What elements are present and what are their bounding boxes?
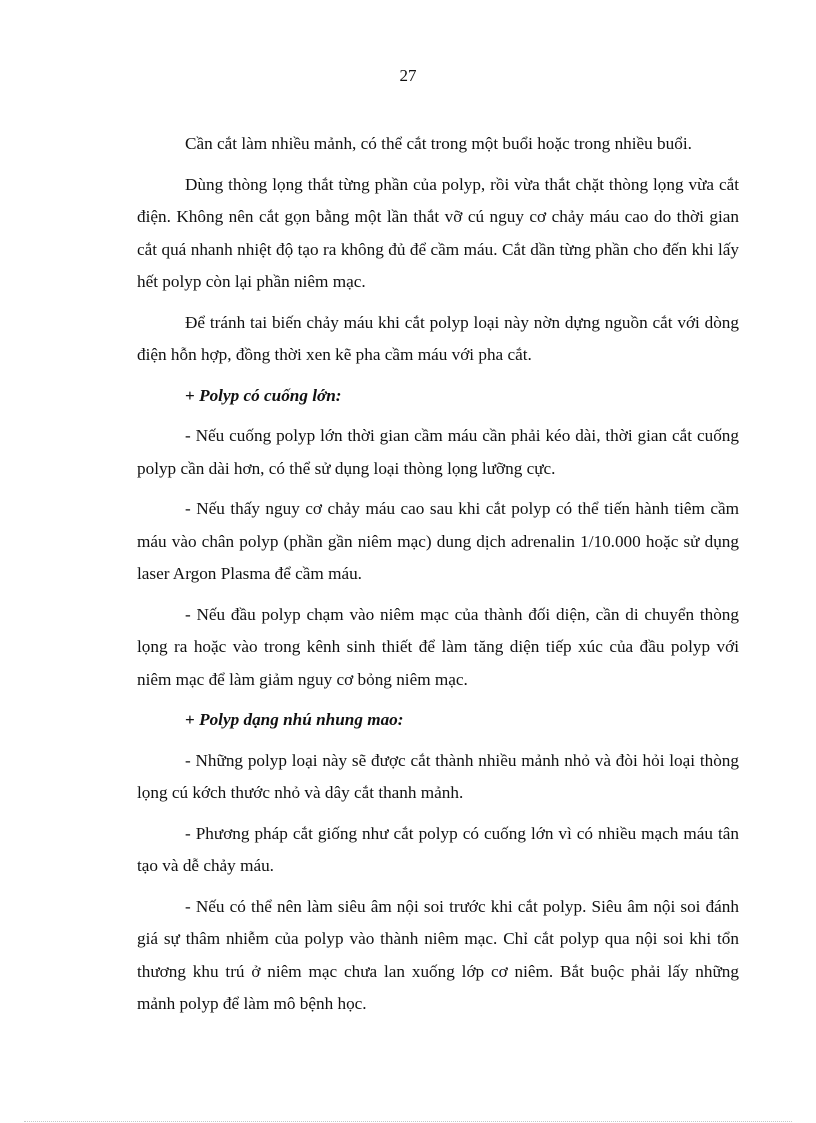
document-body	[137, 128, 739, 1029]
paragraph-method-like-large-stalk: - Phương pháp cắt giống như cắt polyp có cuống lớn vì có nhiều mạch máu tân tạo và dễ chảy máu.	[137, 823, 739, 875]
heading-villous-polyp	[137, 704, 739, 737]
paragraph-endoscopic-ultrasound: - Nếu có thể nên làm siêu âm nội soi trước khi cắt polyp. Siêu âm nội soi đánh giá sự thâm nhiễm của polyp vào thành niêm mạc. Chỉ cắt polyp qua nội soi khi tổn thương khu trú ở niêm mạc chưa lan xuống lớp cơ niêm. Bắt buộc phải lấy những mảnh polyp để làm mô bệnh học.	[137, 896, 739, 1013]
heading-prefix: +	[185, 710, 195, 729]
heading-prefix: +	[185, 385, 195, 405]
page-number: 27	[399, 66, 417, 85]
paragraph-multi-piece-cut: Cần cắt làm nhiều mảnh, có thể cắt trong một buổi hoặc trong nhiều buổi.	[185, 134, 692, 153]
paragraph-bleeding-prevention: Để tránh tai biến chảy máu khi cắt polyp loại này nờn dựng nguồn cắt với dòng điện hỗn hợp, đồng thời xen kẽ pha cầm máu với pha cắt.	[137, 312, 739, 364]
paragraph-snare-piecewise: Dùng thòng lọng thắt từng phần của polyp, rồi vừa thắt chặt thòng lọng vừa cắt điện. Không nên cắt gọn bằng một lần thắt vỡ cú nguy cơ chảy máu cao do thời gian cắt quá nhanh nhiệt độ tạo ra không đủ để cầm máu. Cắt dần từng phần cho đến khi lấy hết polyp còn lại phần niêm mạc.	[137, 174, 739, 291]
page-bottom-divider	[24, 1121, 792, 1122]
paragraph-opposite-wall-contact: - Nếu đầu polyp chạm vào niêm mạc của thành đối diện, cần di chuyển thòng lọng ra hoặc vào trong kênh sinh thiết để làm tăng diện tiếp xúc của đầu polyp với niêm mạc để làm giảm nguy cơ bỏng niêm mạc.	[137, 604, 739, 689]
paragraph-large-stalk-hemostasis: - Nếu cuống polyp lớn thời gian cầm máu cần phải kéo dài, thời gian cắt cuống polyp cần dài hơn, có thể sử dụng loại thòng lọng lưỡng cực.	[137, 426, 739, 478]
paragraph-adrenalin-injection: - Nếu thấy nguy cơ chảy máu cao sau khi cắt polyp có thể tiến hành tiêm cầm máu vào chân polyp (phần gần niêm mạc) dung dịch adrenalin 1/10.000 hoặc sử dụng laser Argon Plasma để cầm máu.	[137, 499, 739, 583]
heading-large-stalk-polyp	[137, 380, 739, 413]
heading-text: Polyp có cuống lớn:	[199, 385, 342, 405]
heading-text: Polyp dạng nhú nhung mao:	[199, 710, 404, 729]
paragraph-villous-small-pieces: - Những polyp loại này sẽ được cắt thành nhiều mảnh nhỏ và đòi hỏi loại thòng lọng cú kớch thước nhỏ và dây cắt thanh mảnh.	[137, 750, 739, 802]
